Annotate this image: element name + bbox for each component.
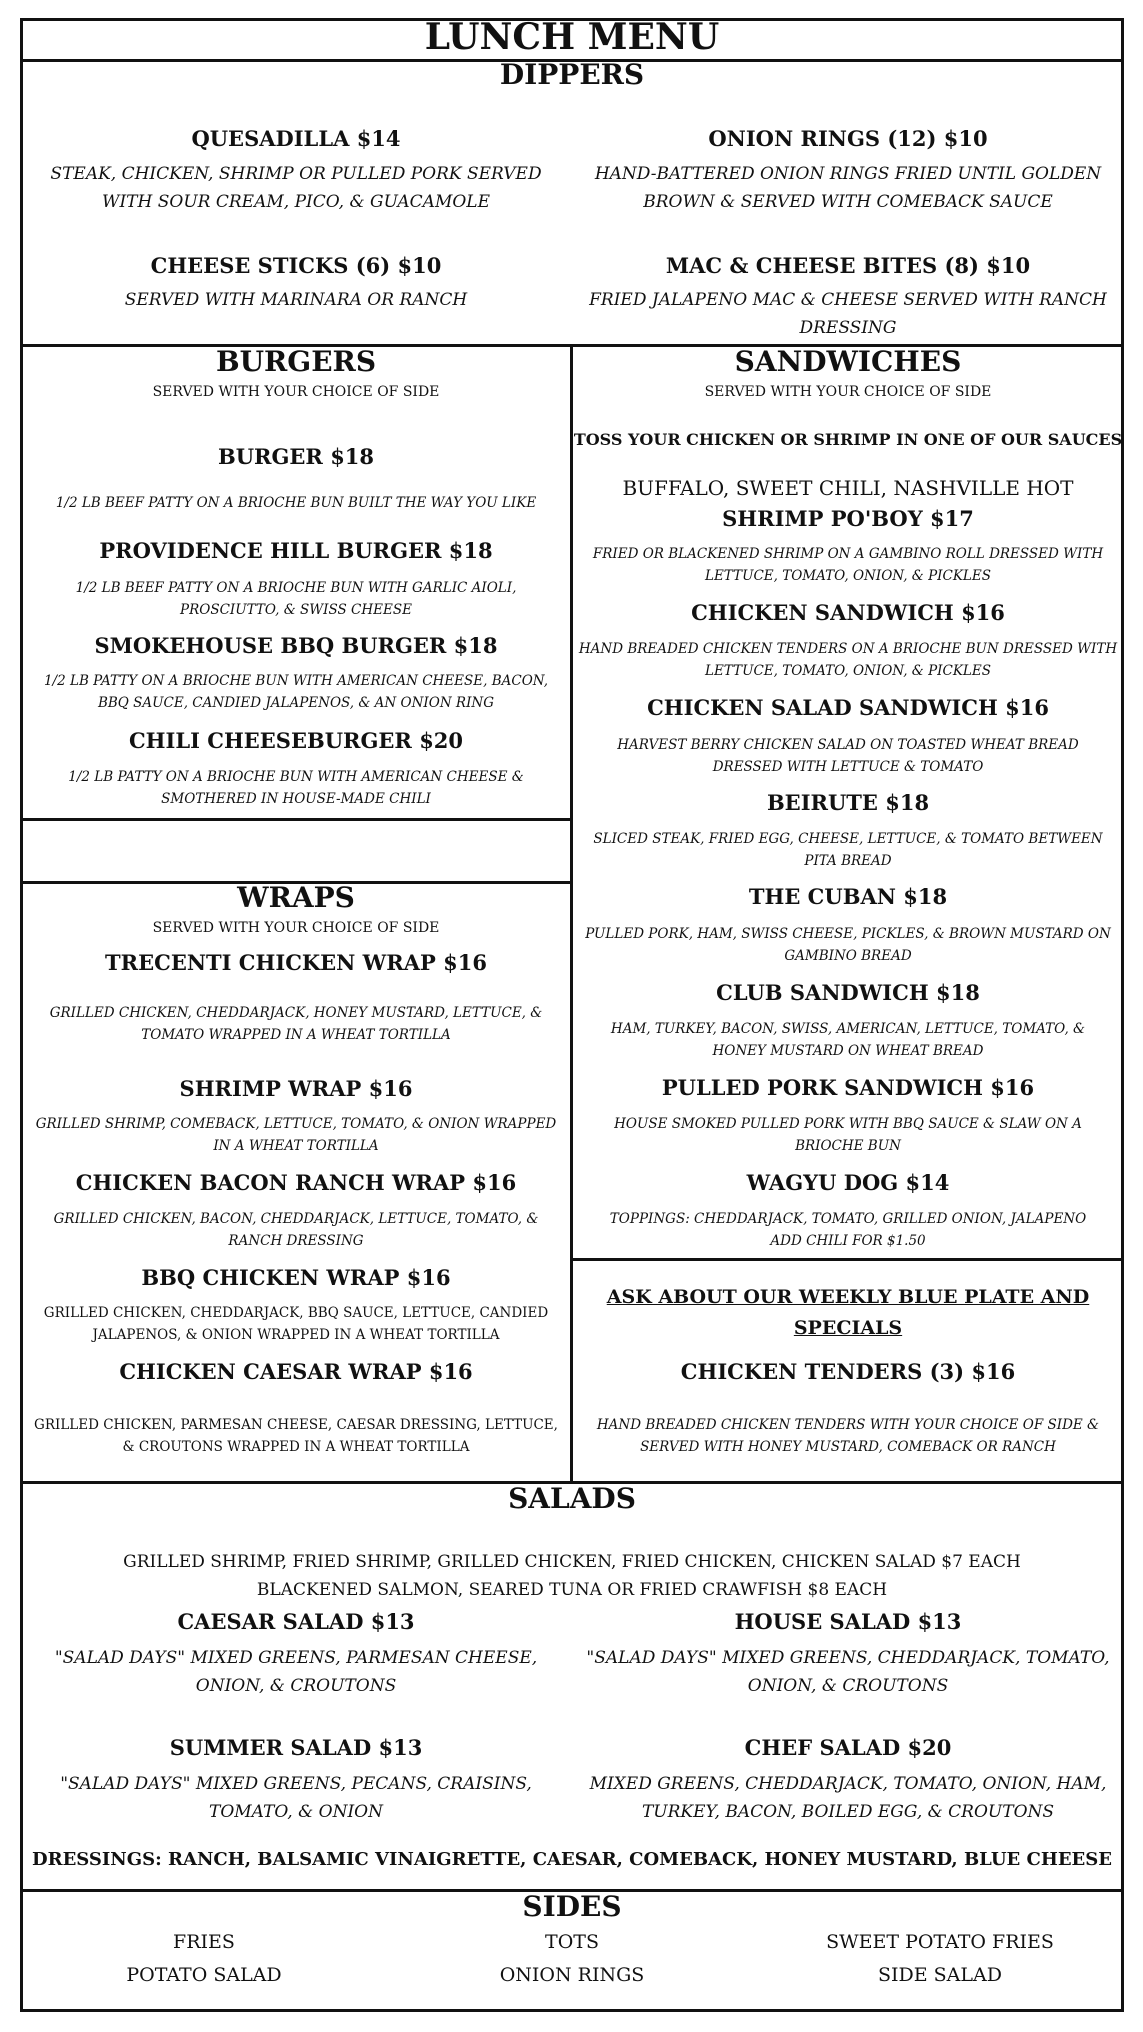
menu-item-name: SUMMER SALAD $13	[169, 1735, 423, 1760]
salad-addons: GRILLED SHRIMP, FRIED SHRIMP, GRILLED CHICKEN, FRIED CHICKEN, CHICKEN SALAD $7 EACH BLACKENED SALMON, SEARED TUNA OR FRIED CRAWFISH $8 EACH	[123, 1552, 1021, 1600]
menu-item-name: BURGER $18	[217, 444, 375, 469]
side-item: SIDE SALAD	[878, 1964, 1002, 1986]
sides-heading: SIDES	[522, 1890, 622, 1923]
menu-item-name: ONION RINGS (12) $10	[708, 126, 988, 151]
menu-item-name: CHEESE STICKS (6) $10	[150, 253, 442, 278]
menu-item-name: WAGYU DOG $14	[746, 1170, 950, 1195]
menu-item-name: CHICKEN CAESAR WRAP $16	[119, 1359, 473, 1384]
menu-item-desc: HAM, TURKEY, BACON, SWISS, AMERICAN, LETTUCE, TOMATO, & HONEY MUSTARD ON WHEAT BREAD	[610, 1021, 1086, 1059]
menu-item-name: CHICKEN TENDERS (3) $16	[680, 1359, 1016, 1384]
menu-item-desc: FRIED OR BLACKENED SHRIMP ON A GAMBINO ROLL DRESSED WITH LETTUCE, TOMATO, ONION, & PICKLES	[592, 546, 1104, 584]
menu-item-desc: 1/2 LB BEEF PATTY ON A BRIOCHE BUN BUILT THE WAY YOU LIKE	[55, 495, 537, 511]
menu-item-name: MAC & CHEESE BITES (8) $10	[665, 253, 1031, 278]
menu-item-name: CHICKEN SALAD SANDWICH $16	[647, 695, 1049, 720]
sauce-note: TOSS YOUR CHICKEN OR SHRIMP IN ONE OF OUR SAUCES	[573, 430, 1123, 449]
menu-item-name: SHRIMP PO'BOY $17	[722, 506, 974, 531]
menu-item-name: CAESAR SALAD $13	[177, 1609, 415, 1634]
side-item: ONION RINGS	[499, 1964, 645, 1986]
salads-heading: SALADS	[508, 1482, 636, 1515]
side-item: TOTS	[545, 1931, 599, 1953]
menu-item-name: SHRIMP WRAP $16	[179, 1076, 413, 1101]
menu-item-desc: GRILLED CHICKEN, BACON, CHEDDARJACK, LETTUCE, TOMATO, & RANCH DRESSING	[53, 1211, 539, 1249]
menu-item-name: PROVIDENCE HILL BURGER $18	[99, 538, 493, 563]
menu-item-name: PULLED PORK SANDWICH $16	[661, 1075, 1035, 1100]
menu-item-name: BBQ CHICKEN WRAP $16	[141, 1265, 451, 1290]
menu-item-desc: GRILLED CHICKEN, CHEDDARJACK, BBQ SAUCE, LETTUCE, CANDIED JALAPENOS, & ONION WRAPPED IN A WHEAT TORTILLA	[43, 1305, 549, 1343]
menu-item-desc: PULLED PORK, HAM, SWISS CHEESE, PICKLES, & BROWN MUSTARD ON GAMBINO BREAD	[585, 926, 1111, 964]
specials-note: ASK ABOUT OUR WEEKLY BLUE PLATE AND SPECIALS	[606, 1286, 1090, 1339]
menu-item-desc: 1/2 LB PATTY ON A BRIOCHE BUN WITH AMERICAN CHEESE, BACON, BBQ SAUCE, CANDIED JALAPENOS, & AN ONION RING	[43, 673, 549, 711]
menu-item-desc: "SALAD DAYS" MIXED GREENS, PARMESAN CHEESE, ONION, & CROUTONS	[54, 1648, 538, 1696]
divider-sandwiches	[570, 1258, 1124, 1261]
menu-item-desc: GRILLED CHICKEN, PARMESAN CHEESE, CAESAR DRESSING, LETTUCE, & CROUTONS WRAPPED IN A WHEAT TORTILLA	[34, 1417, 558, 1455]
dippers-heading: DIPPERS	[499, 58, 645, 91]
menu-item-name: CHICKEN SANDWICH $16	[691, 600, 1005, 625]
menu-item-desc: 1/2 LB BEEF PATTY ON A BRIOCHE BUN WITH GARLIC AIOLI, PROSCIUTTO, & SWISS CHEESE	[75, 580, 517, 618]
wraps-heading: WRAPS	[237, 881, 355, 914]
sandwiches-heading: SANDWICHES	[734, 345, 962, 378]
menu-item-desc: SLICED STEAK, FRIED EGG, CHEESE, LETTUCE, & TOMATO BETWEEN PITA BREAD	[593, 831, 1103, 869]
menu-item-desc: TOPPINGS: CHEDDARJACK, TOMATO, GRILLED ONION, JALAPENO ADD CHILI FOR $1.50	[609, 1211, 1087, 1249]
menu-item-name: TRECENTI CHICKEN WRAP $16	[105, 950, 487, 975]
divider-burgers	[20, 818, 572, 821]
sauce-list: BUFFALO, SWEET CHILI, NASHVILLE HOT	[622, 476, 1074, 500]
menu-item-name: BEIRUTE $18	[766, 790, 930, 815]
burgers-subheading: SERVED WITH YOUR CHOICE OF SIDE	[152, 384, 440, 400]
menu-item-name: CHICKEN BACON RANCH WRAP $16	[75, 1170, 517, 1195]
menu-item-desc: 1/2 LB PATTY ON A BRIOCHE BUN WITH AMERICAN CHEESE & SMOTHERED IN HOUSE-MADE CHILI	[68, 769, 524, 807]
menu-item-name: THE CUBAN $18	[748, 884, 948, 909]
menu-item-desc: GRILLED CHICKEN, CHEDDARJACK, HONEY MUSTARD, LETTUCE, & TOMATO WRAPPED IN A WHEAT TORTILLA	[49, 1005, 543, 1043]
menu-item-desc: "SALAD DAYS" MIXED GREENS, PECANS, CRAISINS, TOMATO, & ONION	[60, 1774, 532, 1822]
menu-item-desc: HAND BREADED CHICKEN TENDERS ON A BRIOCHE BUN DRESSED WITH LETTUCE, TOMATO, ONION, & PICKLES	[578, 641, 1118, 679]
side-item: FRIES	[173, 1931, 235, 1953]
wraps-subheading: SERVED WITH YOUR CHOICE OF SIDE	[152, 920, 440, 936]
menu-item-desc: STEAK, CHICKEN, SHRIMP OR PULLED PORK SERVED WITH SOUR CREAM, PICO, & GUACAMOLE	[50, 164, 542, 212]
menu-title: LUNCH MENU	[424, 16, 720, 58]
menu-item-desc: SERVED WITH MARINARA OR RANCH	[124, 290, 468, 310]
sandwiches-subheading: SERVED WITH YOUR CHOICE OF SIDE	[704, 384, 992, 400]
menu-item-desc: HOUSE SMOKED PULLED PORK WITH BBQ SAUCE & SLAW ON A BRIOCHE BUN	[614, 1116, 1082, 1154]
menu-item-desc: HARVEST BERRY CHICKEN SALAD ON TOASTED WHEAT BREAD DRESSED WITH LETTUCE & TOMATO	[617, 737, 1079, 775]
menu-item-name: HOUSE SALAD $13	[734, 1609, 962, 1634]
menu-item-desc: HAND BREADED CHICKEN TENDERS WITH YOUR CHOICE OF SIDE & SERVED WITH HONEY MUSTARD, COMEBACK OR RANCH	[596, 1417, 1100, 1455]
menu-item-name: QUESADILLA $14	[191, 126, 401, 151]
menu-item-name: SMOKEHOUSE BBQ BURGER $18	[94, 633, 498, 658]
side-item: POTATO SALAD	[126, 1964, 282, 1986]
menu-item-desc: GRILLED SHRIMP, COMEBACK, LETTUCE, TOMATO, & ONION WRAPPED IN A WHEAT TORTILLA	[35, 1116, 557, 1154]
menu-item-desc: FRIED JALAPENO MAC & CHEESE SERVED WITH RANCH DRESSING	[589, 290, 1107, 338]
menu-item-name: CHEF SALAD $20	[744, 1735, 952, 1760]
side-item: SWEET POTATO FRIES	[826, 1931, 1054, 1953]
menu-item-desc: HAND-BATTERED ONION RINGS FRIED UNTIL GOLDEN BROWN & SERVED WITH COMEBACK SAUCE	[594, 164, 1102, 212]
menu-item-desc: "SALAD DAYS" MIXED GREENS, CHEDDARJACK, TOMATO, ONION, & CROUTONS	[586, 1648, 1110, 1696]
burgers-heading: BURGERS	[215, 345, 377, 378]
menu-item-name: CLUB SANDWICH $18	[716, 980, 980, 1005]
dressings-list: DRESSINGS: RANCH, BALSAMIC VINAIGRETTE, CAESAR, COMEBACK, HONEY MUSTARD, BLUE CHEESE	[32, 1849, 1112, 1870]
menu-item-desc: MIXED GREENS, CHEDDARJACK, TOMATO, ONION, HAM, TURKEY, BACON, BOILED EGG, & CROUTONS	[589, 1774, 1107, 1822]
menu-item-name: CHILI CHEESEBURGER $20	[128, 728, 464, 753]
